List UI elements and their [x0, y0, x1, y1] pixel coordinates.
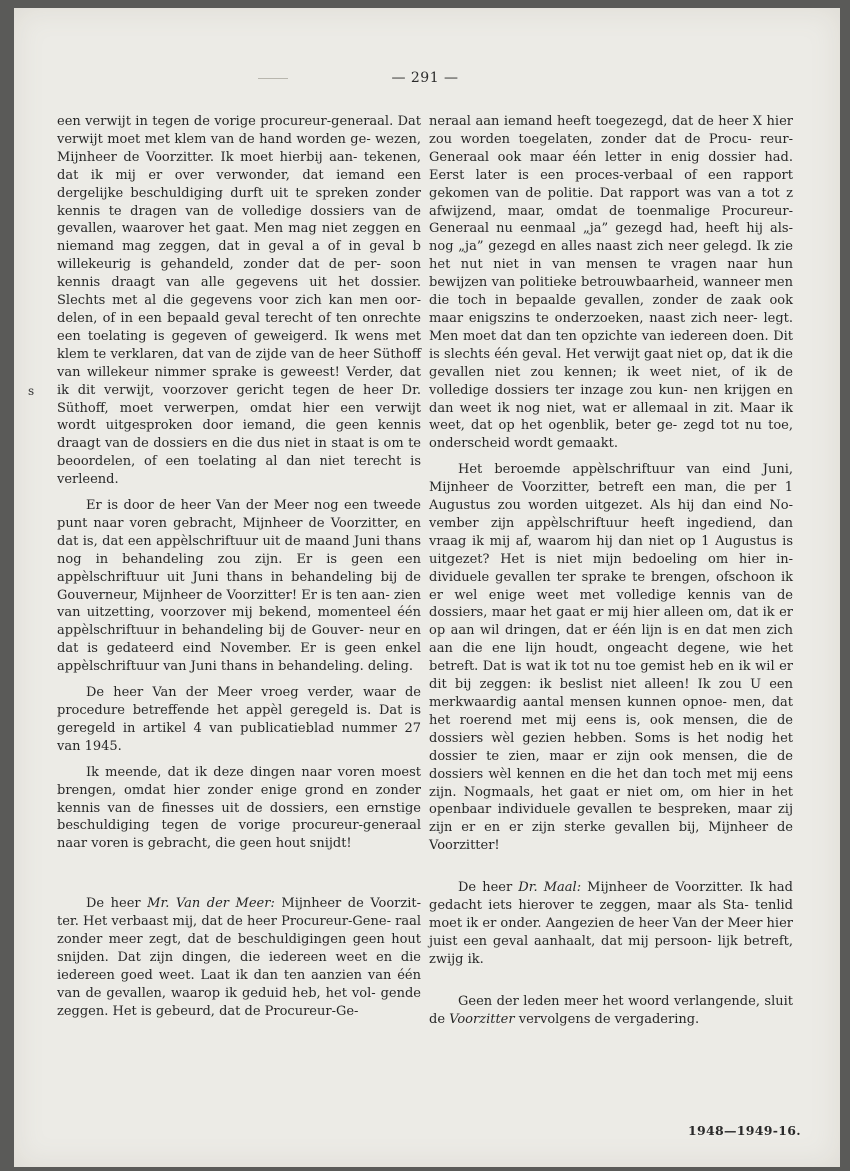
paragraph: Het beroemde appèlschriftuur van eind Juni, Mijnheer de Voorzitter, betreft een man, die per 1 Augustus zou worden uitgezet. Als hij dan eind No- vember zijn appèlschriftuur heeft ingediend, dan vraag ik mij af, waarom hij dan niet op 1 Augustus is uitgezet? Het is niet mijn bedoeling om hier in- dividuele gevallen ter sprake te brengen, ofschoon ik er wel enige weet met volledige kennis van de dossiers, maar het gaat er mij hier alleen om, dat ik er op aan wil dringen, dat er één lijn is en dat men zich aan die ene lijn houdt, ongeacht degene, wie het betreft. Dat is wat ik tot nu toe gemist heb en ik wil er dit bij zeggen: ik beslist niet alleen! Ik zou U een merkwaardig aantal mensen kunnen opnoe- men, dat het roerend met mij eens is, ook mensen, die de dossiers wèl gezien hebben. Soms is het nodig het dossier te zien, maar er zijn ook mensen, die de dossiers wèl kennen en die het dan toch met mij eens zijn. Nogmaals, het gaat er niet om, om hier in het openbaar individuele gevallen te bespreken, maar zij zijn er en er zijn sterke gevallen bij, Mijnheer de Voorzitter!	[429, 462, 793, 854]
page-number: — 291 —	[391, 70, 459, 86]
paragraph: Ik meende, dat ik deze dingen naar voren moest brengen, omdat hier zonder enige grond en zonder kennis van de finesses uit de dossiers, een ernstige beschuldiging tegen de vorige procureur-generaal naar voren is gebracht, die geen hout snijdt!	[57, 764, 421, 852]
paragraph: Er is door de heer Van der Meer nog een tweede punt naar voren gebracht, Mijnheer de Voorzitter, en dat is, dat een appèlschriftuur uit de maand Juni thans nog in behandeling zou zijn. Er is geen een appèlschriftuur uit Juni thans in behandeling bij de Gouverneur, Mijnheer de Voorzitter! Er is ten aan- zien van uitzetting, voorzover mij bekend, momenteel één appèlschriftuur in behandeling bij de Gouver- neur en dat is gedateerd eind November. Er is geen enkel appèlschriftuur van Juni thans in behandeling. deling.	[57, 498, 421, 675]
speaker-name: Mr. Van der Meer:	[147, 896, 275, 912]
paragraph-text: De heer	[86, 896, 148, 912]
paragraph-text: De heer	[458, 880, 519, 896]
chair-title: Voorzitter	[449, 1011, 515, 1027]
paragraph-text: vervolgens de vergadering.	[514, 1011, 700, 1027]
paragraph: De heer Van der Meer vroeg verder, waar de procedure betreffende het appèl geregeld is. Dat is geregeld in artikel 4 van publicatieblad nummer 27 van 1945.	[57, 685, 421, 754]
paragraph-text: Geen der leden meer het woord verlangende, sluit de	[429, 993, 793, 1027]
closing-paragraph	[429, 993, 793, 1029]
speaker-name: Dr. Maal:	[518, 880, 582, 896]
paragraph-text: Mijnheer de Voorzitter. Ik had gedacht iets hierover te zeggen, maar als Sta- tenlid moet ik er onder. Aangezien de heer Van der Meer hier juist een geval aanhaalt, dat mij persoon- lijk betreft, zwijg ik.	[429, 880, 794, 967]
speaker-paragraph	[57, 895, 421, 1020]
right-column	[429, 113, 793, 1037]
speaker-paragraph	[429, 879, 793, 969]
paragraph-text: Mijnheer de Voorzit- ter. Het verbaast mij, dat de heer Procureur-Gene- raal zonder meer zegt, dat de beschuldigingen geen hout snijden. Dat zijn dingen, die iedereen weet en die iedereen goed weet. Laat ik dan ten aanzien van één van de gevallen, waarop ik geduid heb, het vol- gende zeggen. Het is gebeurd, dat de Procureur-Ge-	[57, 896, 422, 1019]
left-column	[57, 113, 421, 1029]
paragraph: neraal aan iemand heeft toegezegd, dat de heer X hier zou worden toegelaten, zonder dat de Procu- reur-Generaal ook maar één letter in enig dossier had. Eerst later is een proces-verbaal of een rapport gekomen van de politie. Dat rapport was van a tot z afwijzend, maar, omdat de toenmalige Procureur- Generaal nu eenmaal „ja” gezegd had, heeft hij als- nog „ja” gezegd en alles naast zich neer gelegd. Ik zie het nut niet in van mensen te vragen naar hun bewijzen van politieke betrouwbaarheid, wanneer men die toch in bepaalde gevallen, zonder de zaak ook maar enigszins te onderzoeken, naast zich neer- legt. Men moet dat dan ten opzichte van iedereen doen. Dit is slechts één geval. Het verwijt gaat niet op, dat ik die gevallen niet zou kennen; ik weet niet, of ik de volledige dossiers ter inzage zou kun- nen krijgen en dan weet ik nog niet, wat er allemaal in zit. Maar ik weet, dat op het ogenblik, beter ge- zegd tot nu toe, onderscheid wordt gemaakt.	[429, 114, 793, 452]
margin-mark: s	[28, 384, 35, 398]
paragraph: een verwijt in tegen de vorige procureur-generaal. Dat verwijt moet met klem van de hand worden ge- wezen, Mijnheer de Voorzitter. Ik moet hierbij aan- tekenen, dat ik mij er over verwonder, dat iemand een dergelijke beschuldiging durft uit te spreken zonder kennis te dragen van de volledige dossiers van de gevallen, waarover het gaat. Men mag niet zeggen en niemand mag zeggen, dat in geval a of in geval b willekeurig is gehandeld, zonder dat de per- soon kennis draagt van alle gegevens uit het dossier. Slechts met al die gegevens voor zich kan men oor- delen, of in een bepaald geval terecht of ten onrechte een toelating is gegeven of geweigerd. Ik wens met klem te verklaren, dat van de zijde van de heer Süthoff van willekeur nimmer sprake is geweest! Verder, dat ik dit verwijt, voorzover gericht tegen de heer Dr. Süthoff, moet verwerpen, omdat hier een verwijt wordt uitgesproken door iemand, die geen kennis draagt van de dossiers en die dus niet in staat is om te beoordelen, of een toelating al dan niet terecht is verleend.	[57, 114, 421, 488]
footer-code: 1948—1949-16.	[688, 1123, 801, 1138]
